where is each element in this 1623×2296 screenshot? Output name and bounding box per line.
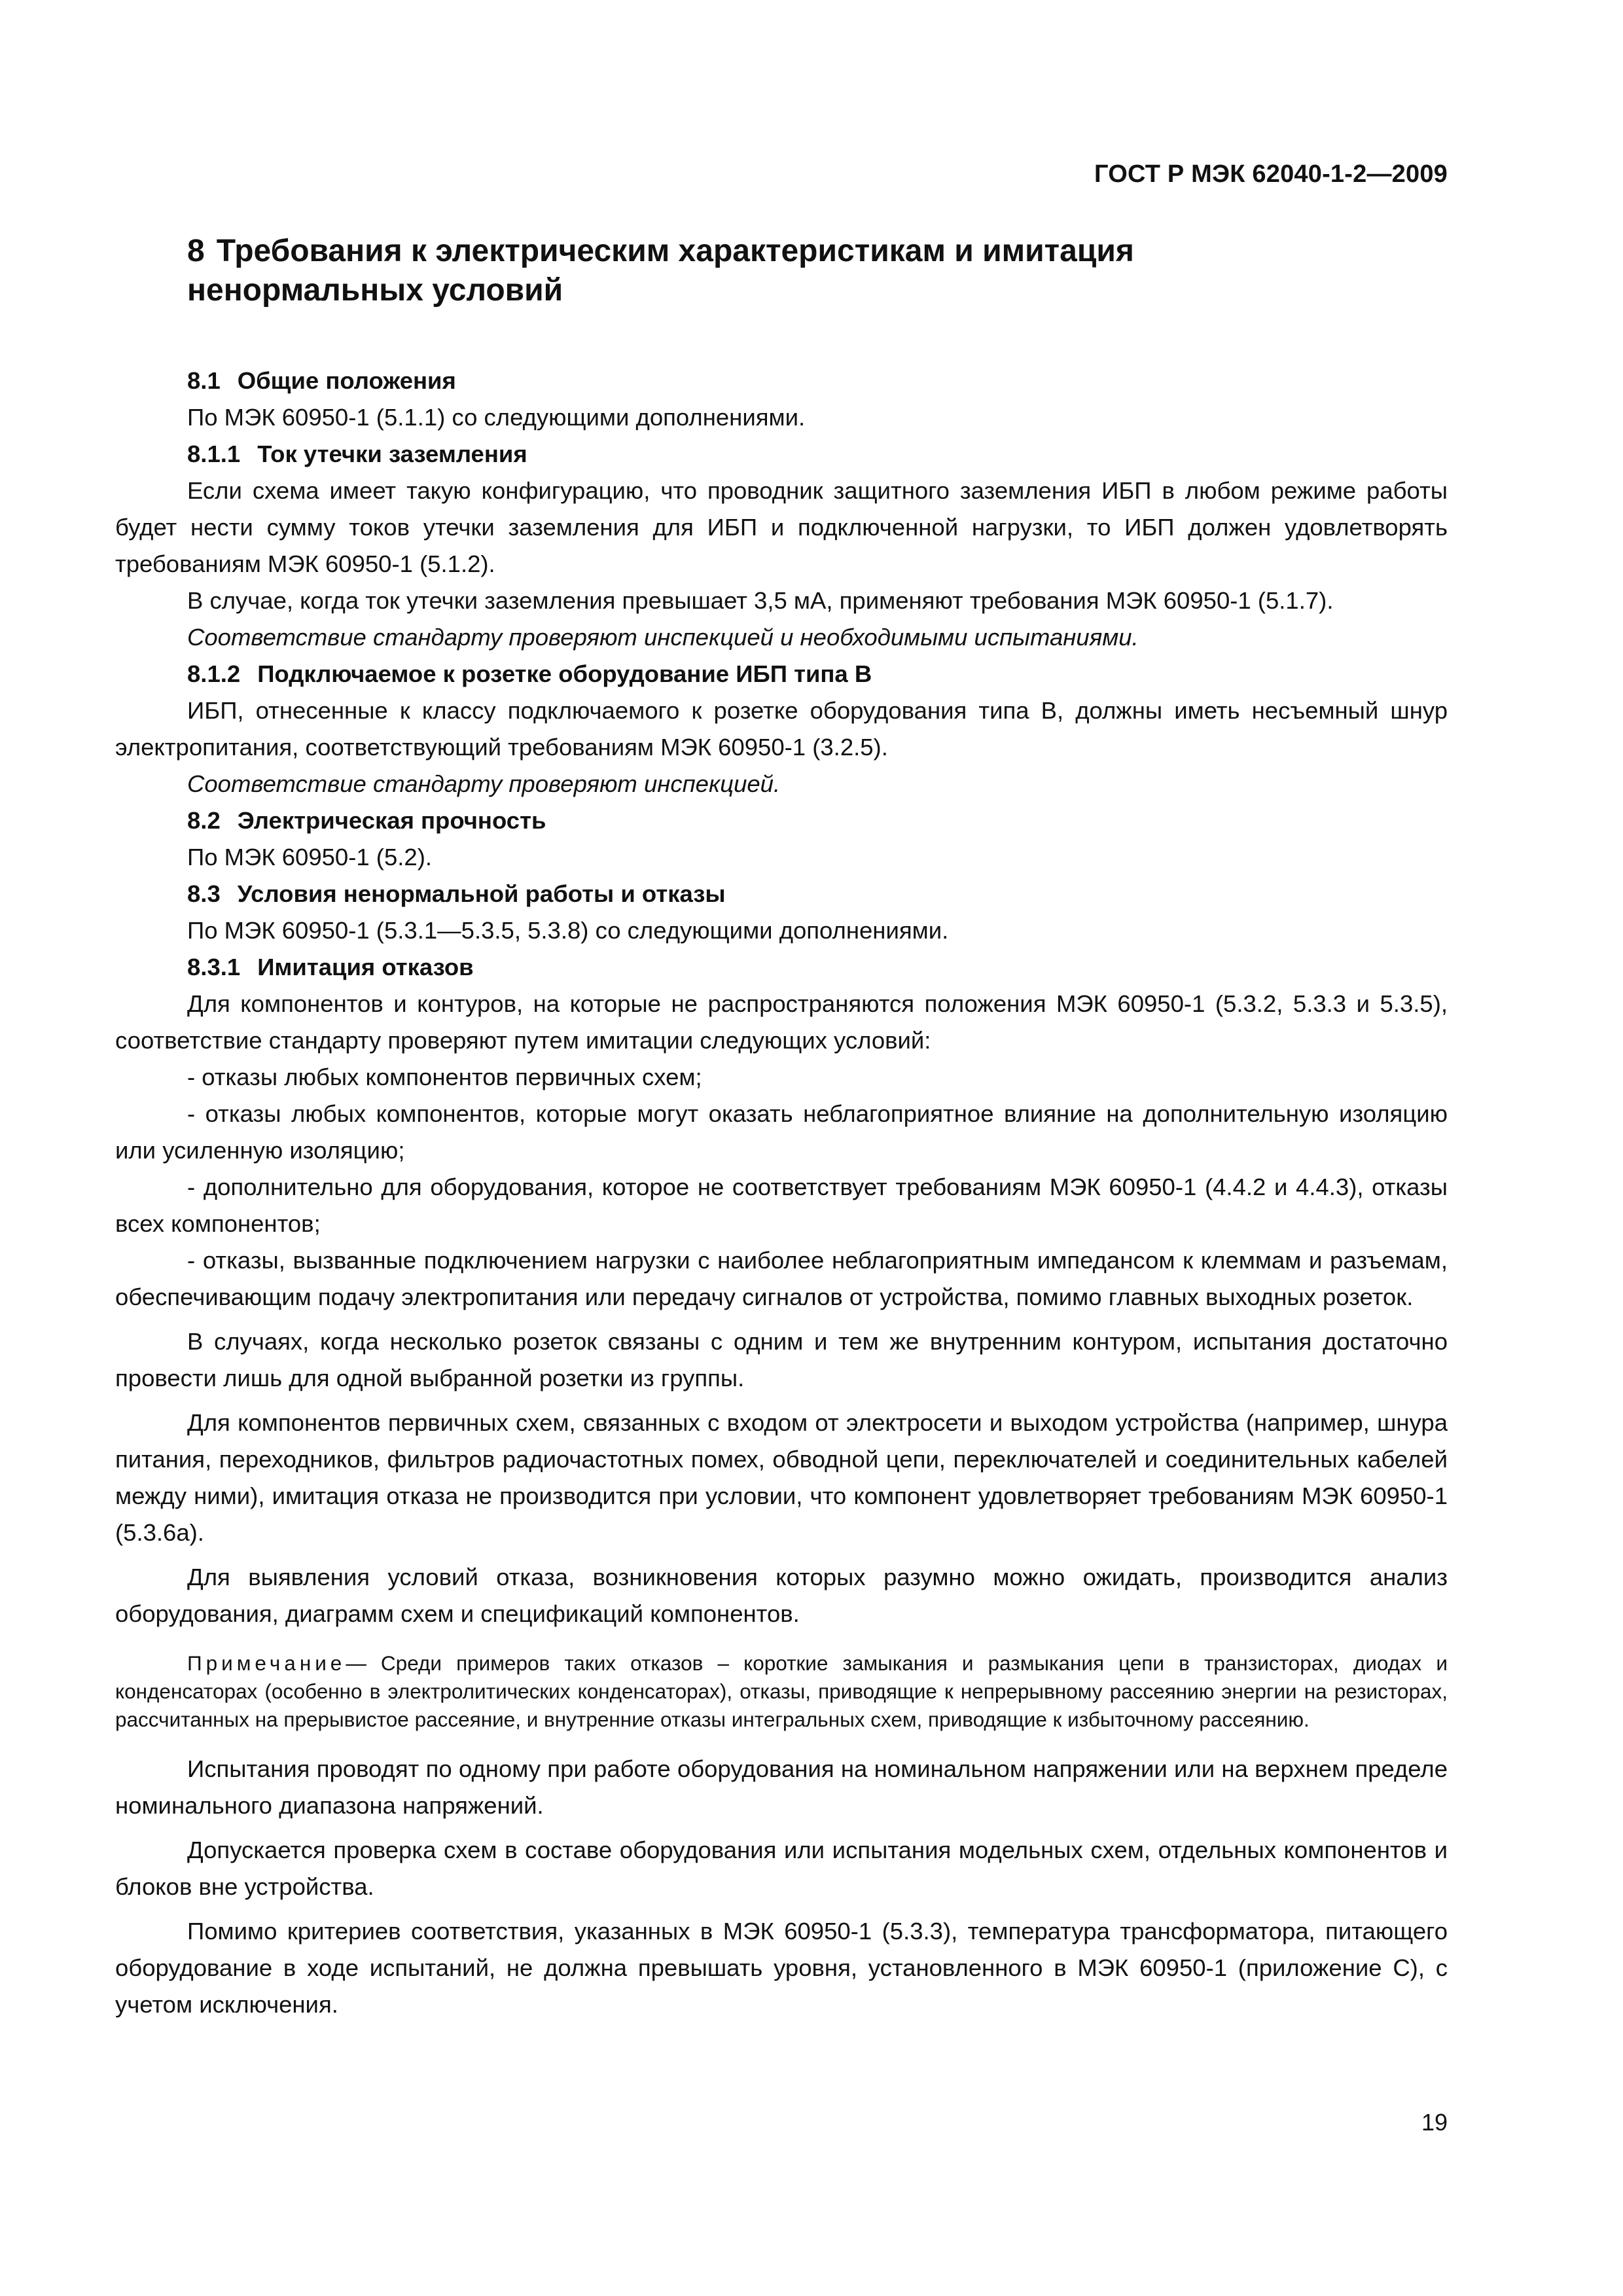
note-label: Примечание [187, 1651, 346, 1675]
section-title-line2: ненормальных условий [187, 273, 563, 308]
section-number: 8 [187, 234, 205, 268]
paragraph: В случае, когда ток утечки заземления превышает 3,5 мА, применяют требования МЭК 60950-1 (5.1.7). [187, 587, 1334, 614]
subsection-number: 8.3.1 [187, 954, 241, 980]
compliance-statement: Соответствие стандарту проверяют инспекцией. [187, 770, 781, 797]
subsection-number: 8.1 [187, 367, 221, 394]
paragraph: Испытания проводят по одному при работе оборудования на номинальном напряжении или на верхнем пределе номинального диапазона напряжений. [115, 1755, 1448, 1819]
subsection-title: Имитация отказов [257, 954, 474, 980]
list-item: - дополнительно для оборудования, которое не соответствует требованиям МЭК 60950-1 (4.4.2 и 4.4.3), отказы всех компонентов; [115, 1174, 1448, 1237]
paragraph: По МЭК 60950-1 (5.1.1) со следующими дополнениями. [187, 404, 806, 431]
paragraph: Для выявления условий отказа, возникновения которых разумно можно ожидать, производится анализ оборудования, диаграмм схем и спецификаций компонентов. [115, 1564, 1448, 1627]
subsection-heading-8-3-1 [115, 949, 1448, 986]
paragraph: По МЭК 60950-1 (5.2). [187, 844, 433, 870]
compliance-statement: Соответствие стандарту проверяют инспекцией и необходимыми испытаниями. [187, 624, 1139, 651]
subsection-heading-8-1 [115, 363, 1448, 399]
document-body [115, 232, 1448, 2023]
subsection-title: Ток утечки заземления [257, 440, 527, 467]
subsection-number: 8.2 [187, 807, 221, 834]
document-header: ГОСТ Р МЭК 62040-1-2—2009 [1094, 160, 1448, 188]
paragraph: По МЭК 60950-1 (5.3.1—5.3.5, 5.3.8) со следующими дополнениями. [187, 917, 949, 944]
subsection-number: 8.1.1 [187, 440, 241, 467]
note [115, 1649, 1448, 1734]
paragraph: ИБП, отнесенные к классу подключаемого к розетке оборудования типа В, должны иметь несъемный шнур электропитания, соответствующий требованиям МЭК 60950-1 (3.2.5). [115, 697, 1448, 761]
paragraph: Если схема имеет такую конфигурацию, что проводник защитного заземления ИБП в любом режиме работы будет нести сумму токов утечки заземления для ИБП и подключенной нагрузки, то ИБП должен удовлетворять требованиям МЭК 60950-1 (5.1.2). [115, 477, 1448, 577]
paragraph: Допускается проверка схем в составе оборудования или испытания модельных схем, отдельных компонентов и блоков вне устройства. [115, 1837, 1448, 1900]
page-number: 19 [1421, 2109, 1448, 2136]
subsection-title: Общие положения [237, 367, 456, 394]
paragraph: В случаях, когда несколько розеток связаны с одним и тем же внутренним контуром, испытания достаточно провести лишь для одной выбранной розетки из группы. [115, 1328, 1448, 1391]
list-item: - отказы, вызванные подключением нагрузки с наиболее неблагоприятным импедансом к клеммам и разъемам, обеспечивающим подачу электропитания или передачу сигналов от устройства, помимо главных выходных розеток. [115, 1247, 1448, 1310]
note-text: — Среди примеров таких отказов – короткие замыкания и размыкания цепи в транзисторах, диодах и конденсаторах (особенно в электролитических конденсаторах), отказы, приводящие к непрерывному рассеянию энергии на резисторах, рассчитанных на прерывистое рассеяние, и внутренние отказы интегральных схем, приводящие к избыточному рассеянию. [115, 1651, 1448, 1731]
section-title-line1: Требования к электрическим характеристикам и имитация [216, 234, 1134, 268]
list-item: - отказы любых компонентов первичных схем; [187, 1064, 702, 1090]
subsection-title: Условия ненормальной работы и отказы [237, 880, 726, 907]
paragraph: Помимо критериев соответствия, указанных в МЭК 60950-1 (5.3.3), температура трансформатора, питающего оборудование в ходе испытаний, не должна превышать уровня, установленного в МЭК 60950-1 (приложение С), с учетом исключения. [115, 1918, 1448, 2018]
section-heading [115, 232, 1448, 310]
subsection-heading-8-3 [115, 876, 1448, 912]
list-item: - отказы любых компонентов, которые могут оказать неблагоприятное влияние на дополнительную изоляцию или усиленную изоляцию; [115, 1100, 1448, 1164]
subsection-heading-8-1-1 [115, 436, 1448, 473]
subsection-title: Подключаемое к розетке оборудование ИБП типа В [257, 660, 872, 687]
subsection-title: Электрическая прочность [237, 807, 546, 834]
subsection-number: 8.3 [187, 880, 221, 907]
paragraph: Для компонентов и контуров, на которые не распространяются положения МЭК 60950-1 (5.3.2, 5.3.3 и 5.3.5), соответствие стандарту проверяют путем имитации следующих условий: [115, 990, 1448, 1054]
subsection-number: 8.1.2 [187, 660, 241, 687]
paragraph: Для компонентов первичных схем, связанных с входом от электросети и выходом устройства (например, шнура питания, переходников, фильтров радиочастотных помех, обводной цепи, переключателей и соединительных кабелей между ними), имитация отказа не производится при условии, что компонент удовлетворяет требованиям МЭК 60950-1 (5.3.6а). [115, 1409, 1448, 1546]
subsection-heading-8-1-2 [115, 656, 1448, 692]
subsection-heading-8-2 [115, 802, 1448, 839]
